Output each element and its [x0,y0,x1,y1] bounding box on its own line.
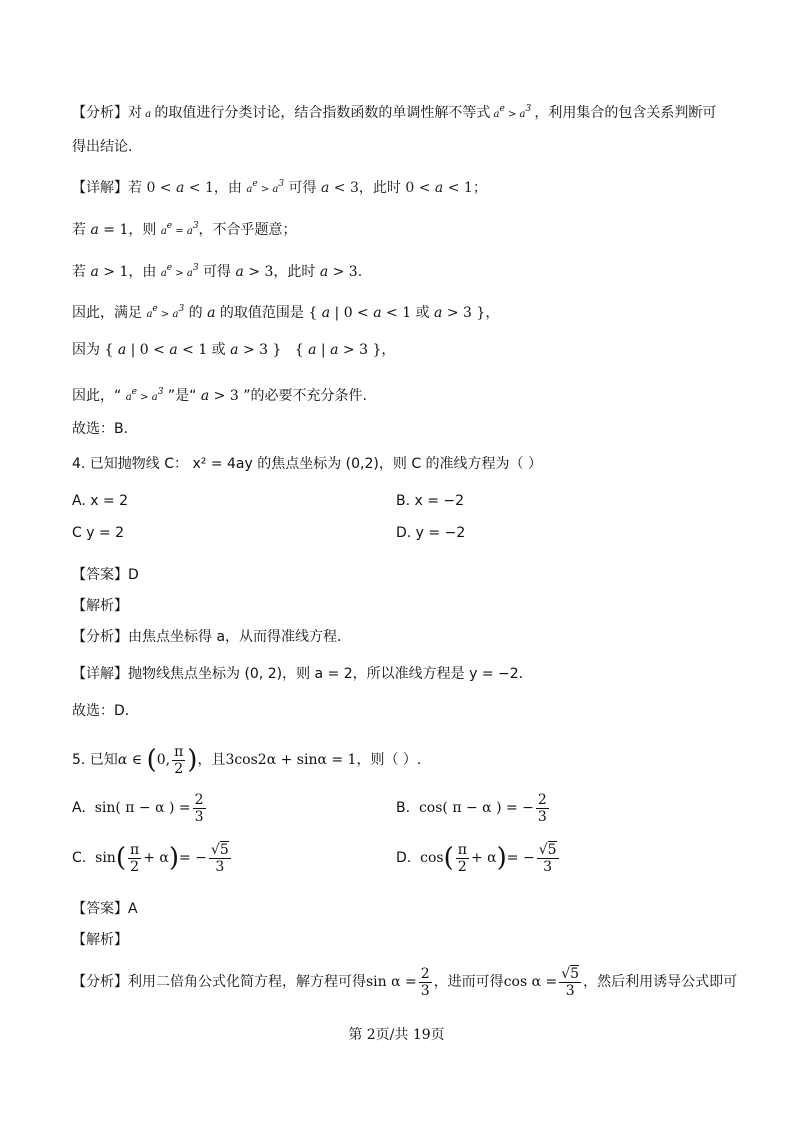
q4-analysis: 【分析】由焦点坐标得 a，从而得准线方程． [72,629,352,645]
q5-option-c: C. sin( $\frac{\pi}{2}$ + α)= − $\frac{√5}{3}$ [72,841,229,875]
q4-option-a: A. x = 2 [72,493,129,509]
q4-answer: 【答案】D [72,567,139,583]
q5-answer: 【答案】A [72,901,138,917]
q4-stem: 4. 已知抛物线 C： x² = 4ay 的焦点坐标为 (0,2)，则 C 的准线方程为（ ） [72,456,542,472]
q4-choice: 故选：D． [72,703,139,719]
q4-option-d: D. y = −2 [396,525,466,541]
prev-choice: 故选：B. [72,421,129,437]
prev-analysis-line1: 【分析】对 a 的取值进行分类讨论，结合指数函数的单调性解不等式 ae > a3 ，利用集合的包含关系判断可 [72,104,717,121]
q4-jiexi: 【解析】 [72,598,128,614]
q5-analysis: 【分析】利用二倍角公式化简方程，解方程可得sin α = $\frac{2}{3}$ ，进而可得cos α = $\frac{√5}{3}$ ，然后利用诱导公式即可 [72,965,738,999]
page-footer: 第 2页/共 19页 [348,1027,445,1043]
q4-option-c: C y = 2 [72,525,125,541]
analysis-tag: 【分析】 [72,105,128,121]
prev-detail-line5: 因为 { a | 0 < a < 1 或 a > 3 } { a | a > 3 }， [72,342,396,358]
q5-option-a: A. sin( π − α ) = $\frac{2}{3}$ [72,791,204,825]
prev-detail-line4: 因此，满足 ae > a3 的 a 的取值范围是 { a | 0 < a < 1 或 a > 3 }， [72,304,500,321]
q5-stem: 5. 已知α ∈ (0, $\frac{\pi}{2}$ )，且3cos2α + sinα = 1，则（ ）. [72,743,422,777]
prev-detail-line6: 因此，“ ae > a3 ”是“ a > 3 ”的必要不充分条件. [72,387,367,404]
q5-jiexi: 【解析】 [72,932,128,948]
q4-detail: 【详解】抛物线焦点坐标为 (0, 2)，则 a = 2，所以准线方程是 y = −2． [72,666,533,682]
q4-option-b: B. x = −2 [396,493,465,509]
prev-detail-line3: 若 a > 1，由 ae > a3 可得 a > 3，此时 a > 3. [72,263,363,280]
q5-option-d: D. cos( $\frac{\pi}{2}$ + α)= − $\frac{√5}{3}$ [396,841,557,875]
prev-detail-line1: 【详解】若 0 < a < 1，由 ae > a3 可得 a < 3，此时 0 < a < 1； [72,179,487,196]
prev-analysis-line2: 得出结论. [72,139,133,155]
q5-option-b: B. cos( π − α ) = − $\frac{2}{3}$ [396,791,547,825]
prev-detail-line2: 若 a = 1，则 ae = a3，不合乎题意； [72,221,297,238]
